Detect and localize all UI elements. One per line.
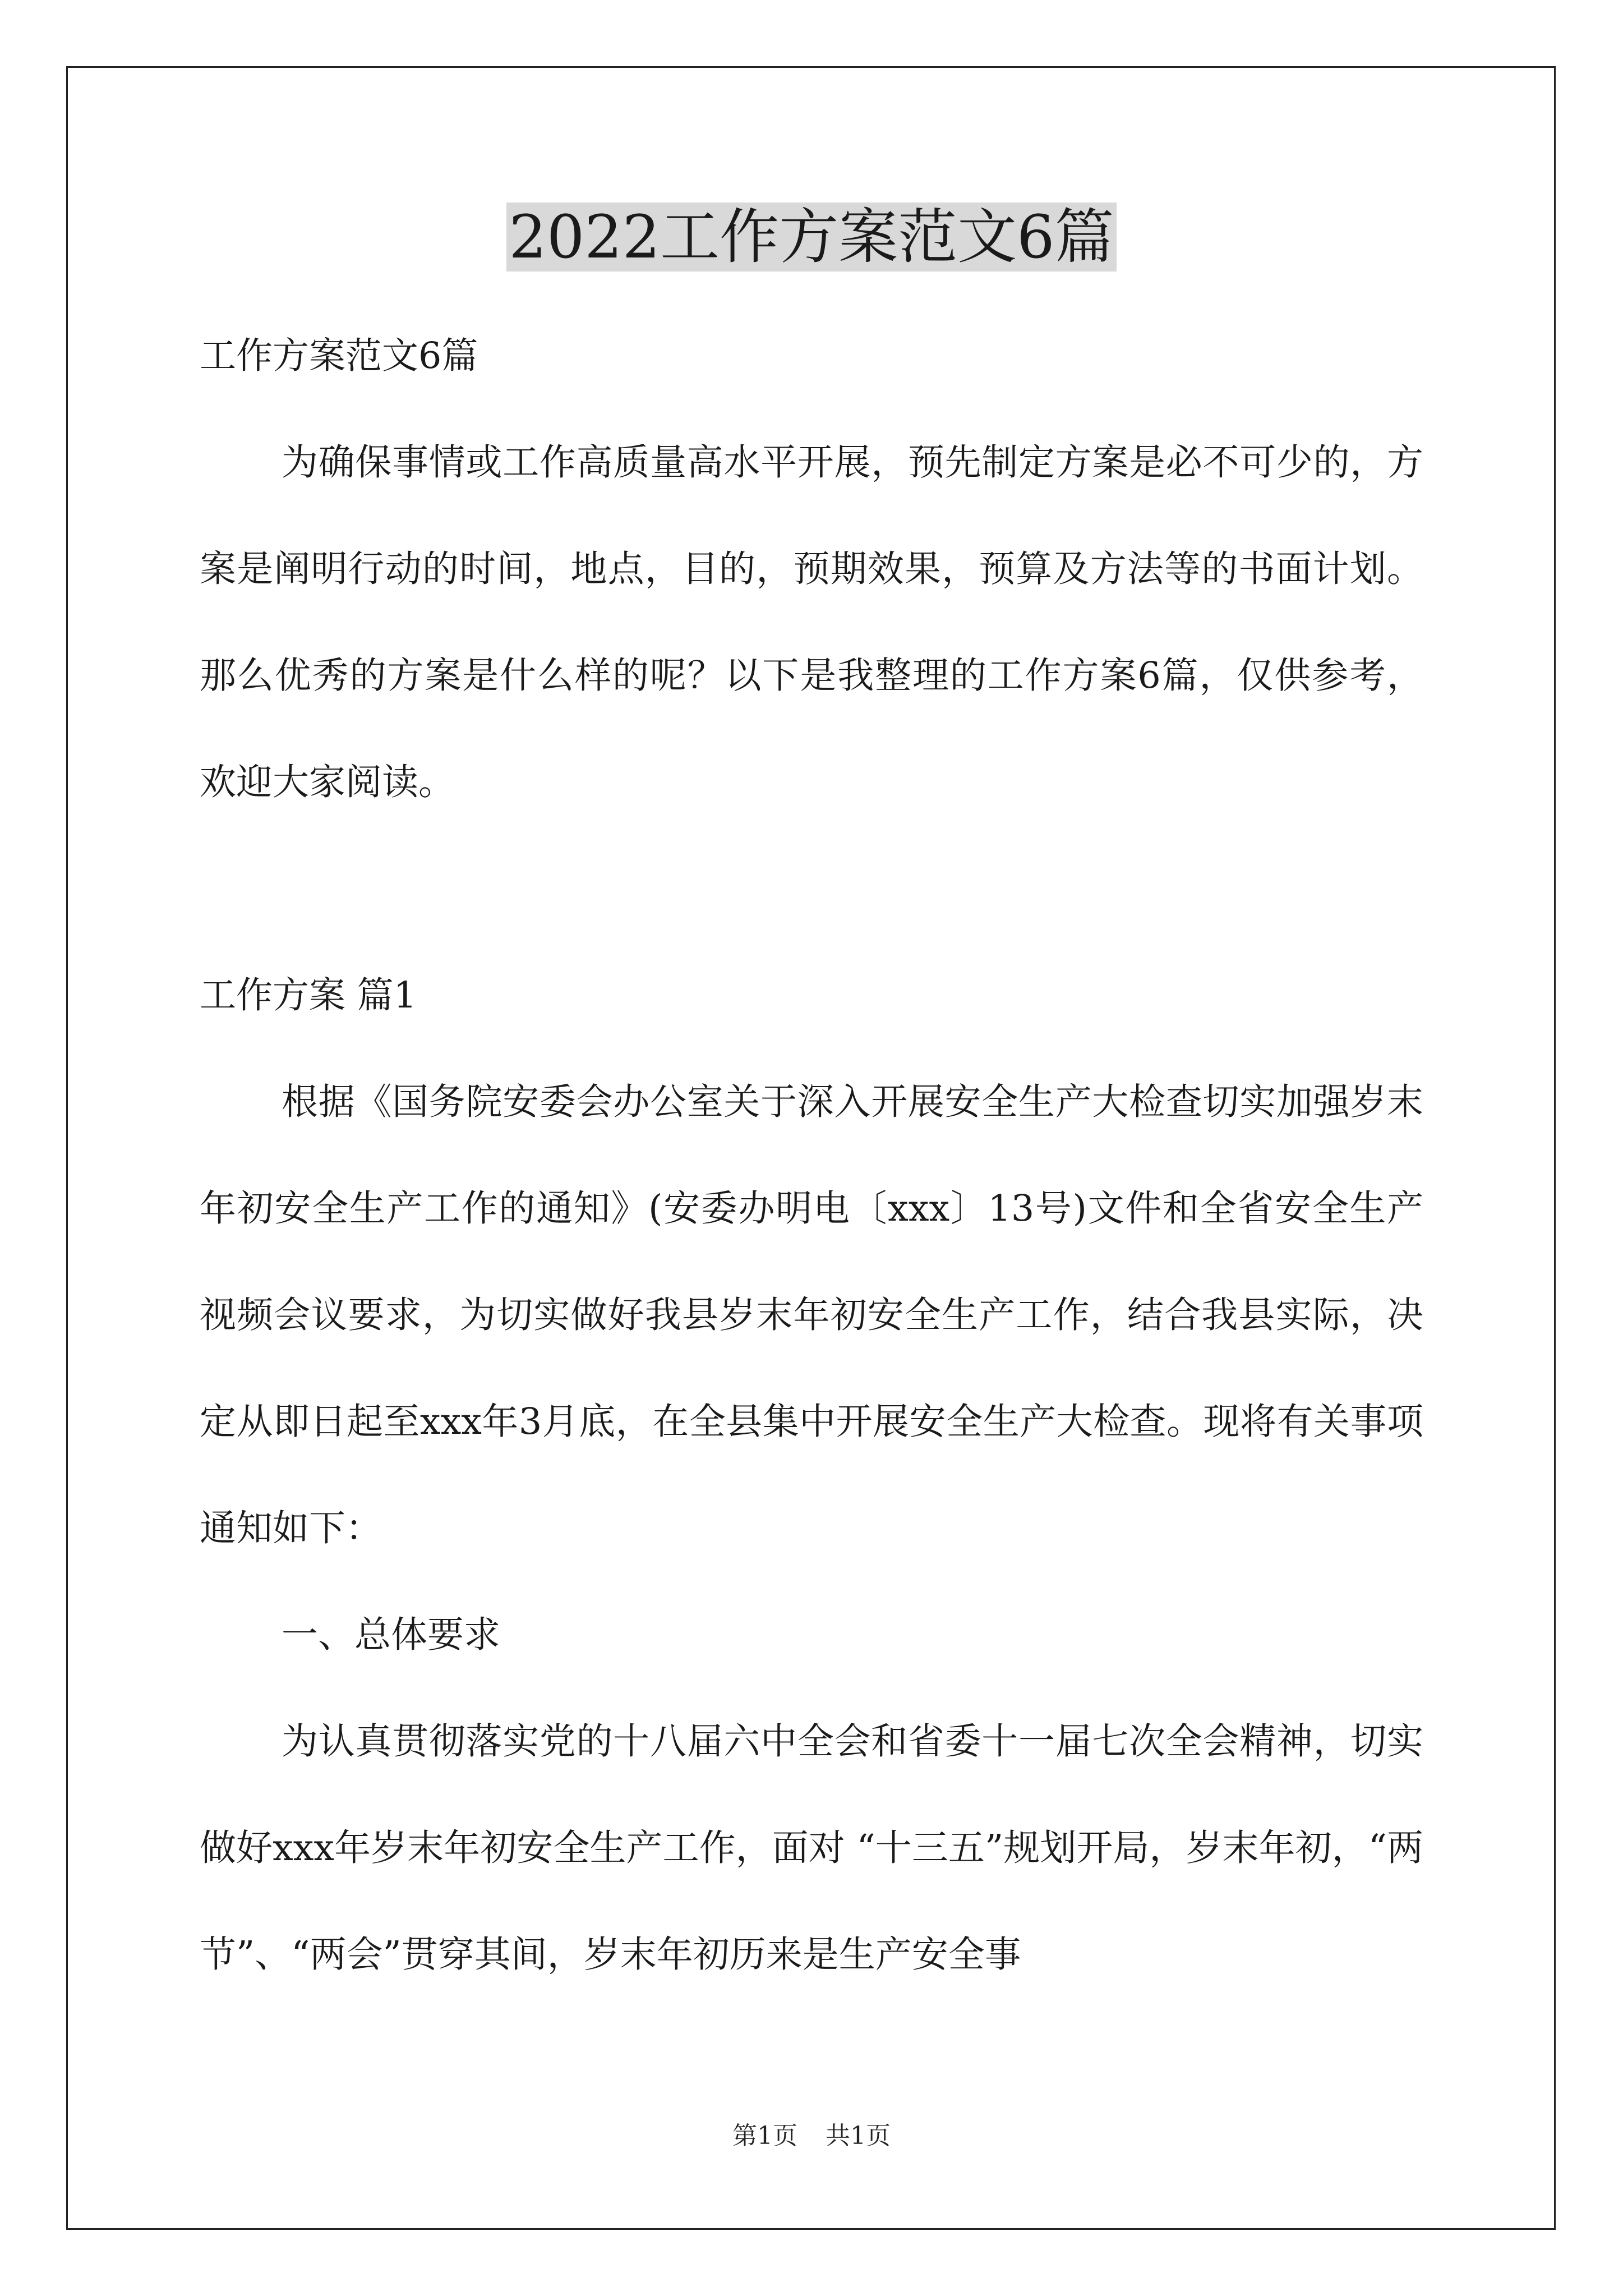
subheading: 一、总体要求 (282, 1614, 501, 1656)
section-heading: 工作方案 篇1 (200, 974, 417, 1016)
body-paragraph: 为认真贯彻落实党的十八届六中全会和省委十一届七次全会精神，切实做好xxx年岁末年初安全生产工作，面对 “十三五”规划开局，岁末年初，“两节”、“两会”贯穿其间，岁末年初历来是生产安全事 (200, 1720, 1423, 1976)
blank-line (200, 836, 1423, 942)
document-subtitle: 工作方案范文6篇 (200, 335, 478, 377)
page-total: 共1页 (826, 2122, 891, 2150)
document-title (0, 201, 1623, 274)
intro-paragraph: 为确保事情或工作高质量高水平开展，预先制定方案是必不可少的，方案是阐明行动的时间，地点，目的，预期效果，预算及方法等的书面计划。那么优秀的方案是什么样的呢？以下是我整理的工作方案6篇，仅供参考，欢迎大家阅读。 (200, 441, 1423, 803)
page-number: 第1页 (732, 2122, 797, 2150)
document-title-text: 2022工作方案范文6篇 (506, 203, 1116, 272)
page-footer (0, 2119, 1623, 2153)
body-paragraph: 根据《国务院安委会办公室关于深入开展安全生产大检查切实加强岁末年初安全生产工作的通知》(安委办明电〔xxx〕13号)文件和全省安全生产视频会议要求，为切实做好我县岁末年初安全生产工作，结合我县实际，决定从即日起至xxx年3月底，在全县集中开展安全生产大检查。现将有关事项通知如下： (200, 1081, 1423, 1549)
document-body (200, 303, 1423, 2008)
